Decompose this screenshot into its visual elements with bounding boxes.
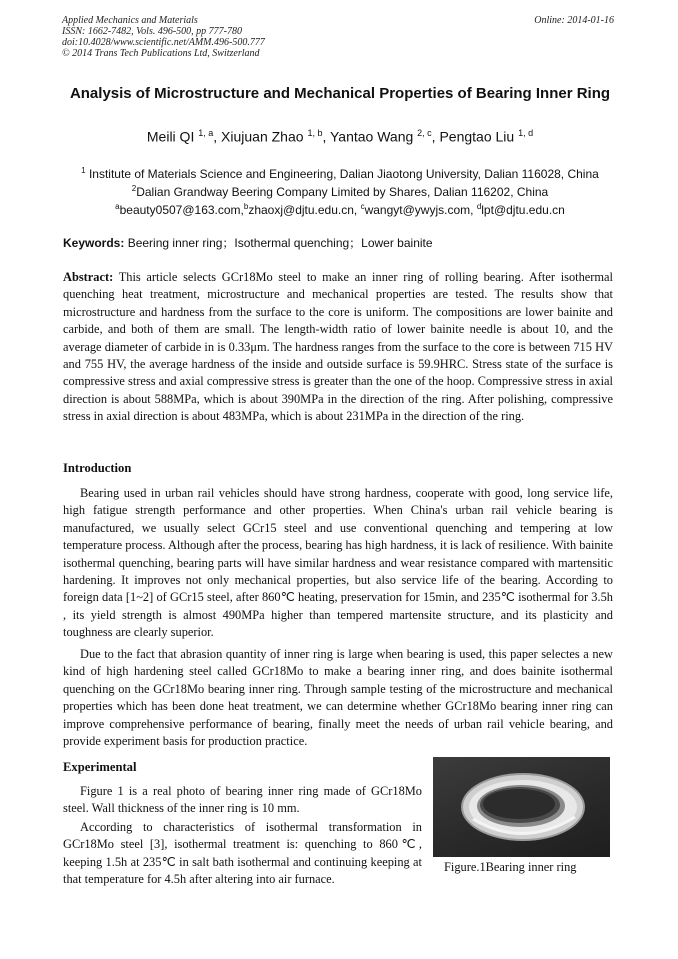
email-link[interactable]: zhaoxj@djtu.edu.cn,	[248, 203, 358, 217]
email-mark: d	[476, 202, 482, 211]
figure-caption: Figure.1Bearing inner ring	[444, 860, 577, 874]
affiliation-text: Dalian Grandway Beering Company Limited by Shares, Dalian 116202, China	[136, 185, 549, 199]
section-heading-introduction: Introduction	[63, 461, 132, 475]
experimental-paragraph-2: According to characteristics of isothermal transformation in GCr18Mo steel [3], isothermal treatment is: quenching to 860℃, keeping 1.5h at 235℃ in salt bath isothermal and continuing keeping at that temperature for 4.5h after altering into air furnace.	[63, 820, 422, 887]
doi-line: doi:10.4028/www.scientific.net/AMM.496-500.777	[62, 37, 265, 48]
abstract	[63, 269, 613, 426]
intro-paragraph-2: Due to the fact that abrasion quantity of inner ring is large when bearing is used, this paper selectes a new kind of high hardening steel called GCr18Mo to make a bearing inner ring, and does bainite isothermal quenching on the GCr18Mo bearing inner ring. Through sample testing of the microstructure and mechanical properties which has been done heat treatment, we can determine whether GCr18Mo bearing inner ring can improve comprehensive performance of bearing, finally meet the needs of urban rail vehicle bearing, and provide experiment basis for production practice.	[63, 647, 613, 749]
author-sup: 2, c	[417, 128, 432, 138]
copyright-line: © 2014 Trans Tech Publications Ltd, Switzerland	[62, 48, 260, 59]
paper-title: Analysis of Microstructure and Mechanical Properties of Bearing Inner Ring	[69, 85, 611, 102]
keywords	[63, 234, 433, 251]
experimental-paragraph-1: Figure 1 is a real photo of bearing inner ring made of GCr18Mo steel. Wall thickness of the inner ring is 10 mm.	[63, 784, 422, 816]
bearing-ring-illustration	[433, 757, 610, 857]
author-name: Yantao Wang	[329, 128, 414, 145]
author-name: Xiujuan Zhao	[221, 128, 304, 145]
online-date: Online: 2014-01-16	[534, 15, 614, 26]
email-mark: c	[360, 202, 365, 211]
affiliation-mark: 2	[131, 184, 137, 193]
email-link[interactable]: wangyt@ywyjs.com,	[364, 203, 474, 217]
email-link[interactable]: beauty0507@163.com,	[119, 203, 244, 217]
email-mark: b	[243, 202, 249, 211]
keywords-text: Beering inner ring；Isothermal quenching；Lower bainite	[127, 236, 433, 250]
author-sup: 1, a	[198, 128, 214, 138]
section-heading-experimental: Experimental	[63, 760, 137, 774]
issn-line: ISSN: 1662-7482, Vols. 496-500, pp 777-780	[62, 26, 242, 37]
email-link[interactable]: lpt@djtu.edu.cn	[481, 203, 565, 217]
author-name: Pengtao Liu	[439, 128, 515, 145]
abstract-label: Abstract:	[63, 270, 114, 284]
bearing-inner-ring-photo	[433, 757, 610, 857]
email-mark: a	[115, 202, 120, 211]
author-sup: 1, b	[307, 128, 323, 138]
affiliation-mark: 1	[81, 166, 86, 175]
intro-paragraph-1: Bearing used in urban rail vehicles should have strong hardness, cooperate with good, long service life, high fatigue strength performance and other properties. When China's urban rail vehicle bearing is manufactured, we usually select GCr15 steel and use conventional quenching and tempering at low temperature process. Although after the process, bearing has high hardness, it is lack of resilience. With bainite isothermal quenching, bearing parts will have similar hardness and wear resistance compared with martensitic hardening. It improves not only mechanical properties, but also service life of the bearing. According to foreign data [1~2] of GCr15 steel, after 860℃ heating, preservation for 15min, and 235℃ isothermal for 3.5h , its yield strength is almost 490MPa higher than tempered martensite structure, and its plasticity and toughness are clearly superior.	[63, 486, 613, 640]
author-list: Meili QI $^{1, a}$, Xiujuan Zhao $^{1, b}$, Yantao Wang $^{2, c}$, Pengtao Liu $^{1, d}$	[146, 128, 534, 145]
keywords-label: Keywords:	[63, 236, 125, 250]
affiliation-text: Institute of Materials Science and Engineering, Dalian Jiaotong University, Dalian 116028, China	[88, 167, 599, 181]
journal-name: Applied Mechanics and Materials	[62, 15, 198, 26]
author-sup: 1, d	[518, 128, 534, 138]
abstract-text: This article selects GCr18Mo steel to make an inner ring of rolling bearing. After isothermal quenching heat treatment, microstructure and mechanical properties are tested. The results show that microstructure and hardness from the surface to the core is uniform. The compositions are lower bainite and carbide, and both of them are small. The length-width ratio of lower bainite needle is about 10, and the average diameter of carbide in is 0.33μm. The hardness ranges from the surface to the core is between 715 HV and 755 HV, the average hardness of the inside and outside surface is 59.9HRC. Stress state of the surface is compressive stress and axial compressive stress is greater than the one of the hoop. Compressive stress in axial direction is about 588MPa, which is about 390MPa in the direction of the ring. After polishing, compressive stress in axial direction is about 483MPa, which is about 231MPa in the direction of the ring.	[63, 270, 613, 424]
journal-header	[62, 15, 265, 59]
email-list	[60, 198, 620, 219]
author-name: Meili QI	[146, 128, 195, 145]
